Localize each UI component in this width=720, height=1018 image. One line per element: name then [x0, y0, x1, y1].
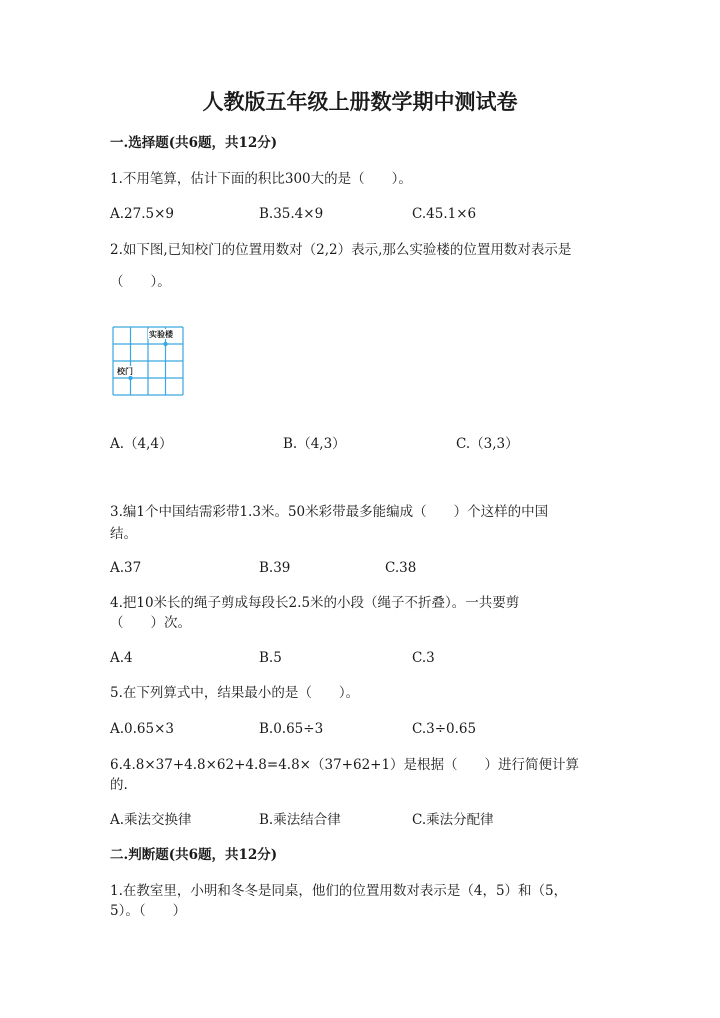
section-heading-judgement: 二.判断题(共6题，共12分): [110, 847, 278, 863]
question-3-option-c: C.38: [385, 560, 417, 576]
grid-label-lab: 实验楼: [149, 329, 173, 339]
question-2-stem-line1: 2.如下图,已知校门的位置用数对（2,2）表示,那么实验楼的位置用数对表示是: [110, 242, 572, 258]
question-2-option-c: C.（3,3）: [456, 436, 519, 452]
question-6-option-c: C.乘法分配律: [412, 812, 494, 828]
question-4-option-b: B.5: [259, 650, 282, 666]
question-1-option-a: A.27.5×9: [110, 206, 174, 222]
question-5-stem: 5.在下列算式中，结果最小的是（ ）。: [110, 685, 360, 701]
question-6-option-b: B.乘法结合律: [259, 812, 341, 828]
page-title: 人教版五年级上册数学期中测试卷: [202, 89, 518, 114]
judgement-1-stem-line1: 1.在教室里，小明和冬冬是同桌，他们的位置用数对表示是（4，5）和（5，: [110, 883, 568, 899]
judgement-1-stem-line2: 5）。（ ）: [110, 903, 187, 919]
question-3-stem-line1: 3.编1个中国结需彩带1.3米。50米彩带最多能编成（ ）个这样的中国: [110, 504, 549, 520]
question-2-stem-line2: （ ）。: [110, 274, 171, 290]
grid-label-gate: 校门: [117, 366, 133, 376]
lab-point-marker: [163, 342, 167, 346]
question-3-option-b: B.39: [259, 560, 291, 576]
question-5-option-b: B.0.65÷3: [259, 721, 324, 737]
question-4-stem-line1: 4.把10米长的绳子剪成每段长2.5米的小段（绳子不折叠）。一共要剪: [110, 595, 520, 611]
question-1-stem: 1.不用笔算，估计下面的积比300大的是（ ）。: [110, 171, 412, 187]
question-1-option-c: C.45.1×6: [412, 206, 477, 222]
question-6-stem-line2: 的.: [110, 777, 128, 793]
question-2-option-b: B.（4,3）: [283, 436, 346, 452]
question-5-option-c: C.3÷0.65: [412, 721, 477, 737]
section-heading-choice: 一.选择题(共6题，共12分): [110, 135, 278, 151]
question-2-option-a: A.（4,4）: [110, 436, 173, 452]
question-4-option-a: A.4: [110, 650, 133, 666]
question-4-option-c: C.3: [412, 650, 435, 666]
question-5-option-a: A.0.65×3: [110, 721, 174, 737]
question-3-stem-line2: 结。: [110, 526, 137, 542]
coordinate-grid-figure: [112, 326, 184, 396]
question-6-option-a: A.乘法交换律: [110, 812, 192, 828]
question-3-option-a: A.37: [110, 560, 142, 576]
question-6-stem-line1: 6.4.8×37+4.8×62+4.8=4.8×（37+62+1）是根据（ ）进行简便计算: [110, 757, 580, 773]
question-4-stem-line2: （ ）次。: [110, 615, 191, 631]
question-1-option-b: B.35.4×9: [259, 206, 324, 222]
gate-point-marker: [128, 376, 132, 380]
